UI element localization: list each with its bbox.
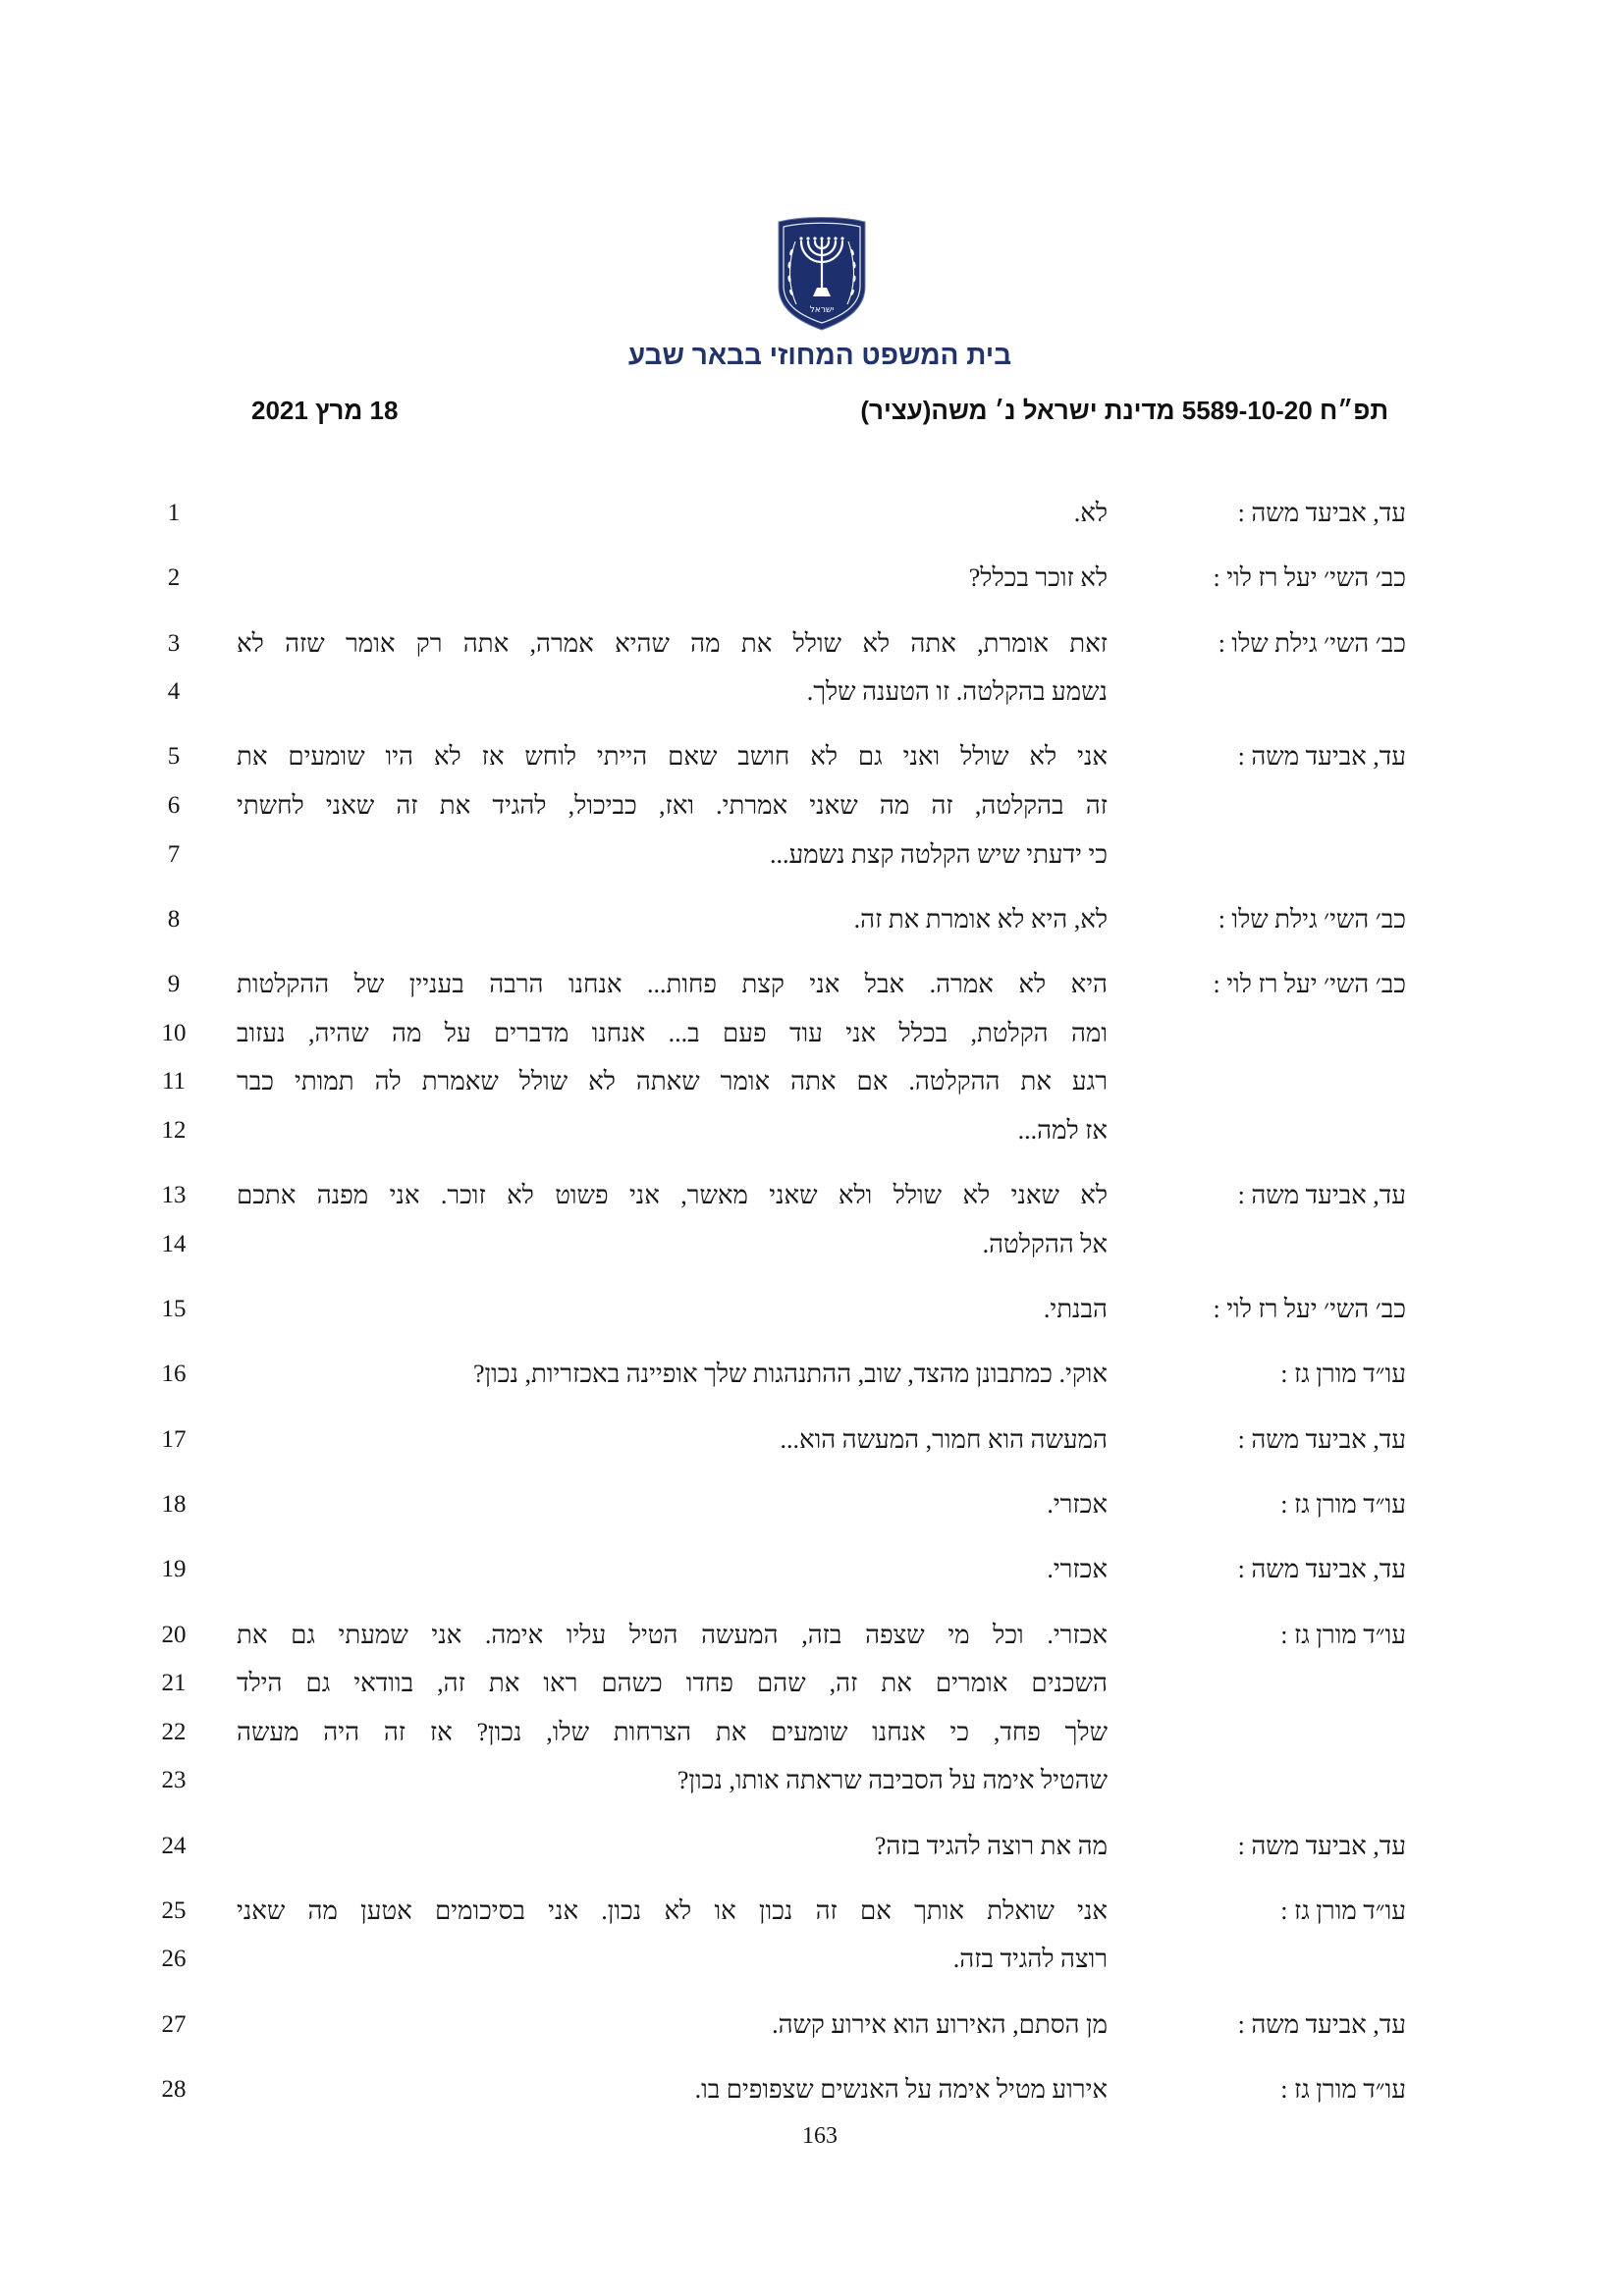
line-number: 22 [161, 1718, 187, 1745]
transcript-entry [0, 554, 1624, 603]
state-emblem-icon [773, 214, 871, 332]
line-number: 27 [161, 2010, 187, 2038]
utterance-text: אני שואלת אותך אם זה נכון או לא נכון. אני בסיכומים אטען מה שאני [237, 1896, 1108, 1925]
utterance-text: מה את רוצה להגיד בזה? [874, 1831, 1108, 1860]
speaker-label: כב׳ השי׳ יעל רז לוי : [1213, 563, 1406, 593]
utterance-text: לא. [1073, 499, 1108, 527]
utterance-text: זאת אומרת, אתה לא שולל את מה שהיא אמרה, אתה רק אומר שזה לא [237, 628, 1108, 658]
hearing-date: 18 מרץ 2021 [251, 396, 399, 425]
transcript-entry [0, 2001, 1624, 2050]
line-number: 21 [161, 1670, 187, 1697]
transcript-line [0, 1106, 1624, 1155]
speaker-label: עו״ד מורן גז : [1280, 1620, 1406, 1649]
line-number: 13 [161, 1182, 187, 1209]
transcript-line [0, 830, 1624, 880]
utterance-text: זה בהקלטה, זה מה שאני אמרתי. ואז, כביכול, להגיד את זה שאני לחשתי [237, 791, 1108, 821]
speaker-label: עד, אביעד משה : [1237, 1181, 1406, 1210]
utterance-text: רוצה להגיד בזה. [952, 1945, 1108, 1974]
transcript-entry [0, 1285, 1624, 1334]
speaker-label: כב׳ השי׳ גילת שלו : [1218, 628, 1406, 658]
transcript-line [0, 1756, 1624, 1805]
line-number: 11 [161, 1068, 187, 1095]
transcript-line [0, 1009, 1624, 1058]
utterance-text: אכזרי. וכל מי שצפה בזה, המעשה הטיל עליו אימה. אני שמעתי גם את [237, 1620, 1108, 1649]
line-number: 16 [161, 1361, 187, 1388]
line-number: 5 [167, 743, 181, 771]
utterance-text: כי ידעתי שיש הקלטה קצת נשמע... [770, 839, 1108, 869]
utterance-text: שהטיל אימה על הסביבה שראתה אותו, נכון? [677, 1766, 1108, 1795]
transcript-entry [0, 489, 1624, 538]
transcript-entry [0, 1171, 1624, 1268]
speaker-label: כב׳ השי׳ יעל רז לוי : [1213, 970, 1406, 999]
transcript-entry [0, 960, 1624, 1154]
transcript-line [0, 1057, 1624, 1106]
speaker-label: עד, אביעד משה : [1237, 1831, 1406, 1860]
transcript-entry [0, 732, 1624, 879]
utterance-text: שלך פחד, כי אנחנו שומעים את הצרחות שלו, נכון? אז זה היה מעשה [237, 1717, 1108, 1746]
line-number: 24 [161, 1832, 187, 1859]
court-name: בית המשפט המחוזי בבאר שבע [627, 340, 1012, 370]
transcript-line [0, 667, 1624, 717]
line-number: 17 [161, 1425, 187, 1453]
utterance-text: נשמע בהקלטה. זו הטענה שלך. [806, 677, 1108, 707]
line-number: 14 [161, 1230, 187, 1257]
line-number: 3 [167, 629, 181, 657]
transcript-entry [0, 1887, 1624, 1984]
speaker-label: עו״ד מורן גז : [1280, 2075, 1406, 2105]
line-number: 9 [167, 971, 181, 998]
utterance-text: היא לא אמרה. אבל אני קצת פחות... אנחנו הרבה בעניין של ההקלטות [237, 970, 1108, 999]
utterance-text: אני לא שולל ואני גם לא חושב שאם הייתי לוחש אז לא היו שומעים את [237, 742, 1108, 772]
transcript-line [0, 781, 1624, 830]
line-number: 8 [167, 905, 181, 933]
speaker-label: כב׳ השי׳ גילת שלו : [1218, 904, 1406, 934]
transcript-entry [0, 1545, 1624, 1594]
speaker-label: עד, אביעד משה : [1237, 742, 1406, 772]
transcript-body [0, 489, 1624, 2130]
line-number: 4 [167, 678, 181, 706]
transcript-entry [0, 1611, 1624, 1805]
transcript-entry [0, 1822, 1624, 1871]
speaker-label: עו״ד מורן גז : [1280, 1489, 1406, 1519]
line-number: 2 [167, 564, 181, 592]
utterance-text: אז למה... [1017, 1115, 1108, 1145]
speaker-label: כב׳ השי׳ יעל רז לוי : [1213, 1295, 1406, 1324]
line-number: 20 [161, 1621, 187, 1648]
speaker-label: עו״ד מורן גז : [1280, 1896, 1406, 1925]
utterance-text: לא, היא לא אומרת את זה. [853, 904, 1108, 934]
utterance-text: אוקי. כמתבונן מהצד, שוב, ההתנהגות שלך אופיינה באכזריות, נכון? [472, 1360, 1108, 1389]
utterance-text: לא שאני לא שולל ולא שאני מאשר, אני פשוט לא זוכר. אני מפנה אתכם [237, 1181, 1108, 1210]
case-title: תפ״ח 5589-10-20 מדינת ישראל נ׳ משה(עציר) [860, 396, 1388, 425]
speaker-label: עד, אביעד משה : [1237, 499, 1406, 527]
line-number: 18 [161, 1490, 187, 1518]
line-number: 12 [161, 1116, 187, 1144]
transcript-line [0, 1708, 1624, 1757]
utterance-text: לא זוכר בכלל? [968, 563, 1108, 593]
utterance-text: אכזרי. [1047, 1489, 1108, 1519]
utterance-text: אירוע מטיל אימה על האנשים שצפופים בו. [694, 2075, 1108, 2105]
line-number: 23 [161, 1767, 187, 1794]
transcript-entry [0, 2065, 1624, 2114]
speaker-label: עו״ד מורן גז : [1280, 1360, 1406, 1389]
utterance-text: השכנים אומרים את זה, שהם פחדו כשהם ראו את זה, בוודאי גם הילד [237, 1669, 1108, 1698]
utterance-text: אל ההקלטה. [982, 1229, 1108, 1258]
line-number: 25 [161, 1896, 187, 1924]
utterance-text: אכזרי. [1047, 1555, 1108, 1584]
speaker-label: עד, אביעד משה : [1237, 1424, 1406, 1454]
transcript-entry [0, 1480, 1624, 1529]
transcript-entry [0, 619, 1624, 717]
utterance-text: מן הסתם, האירוע הוא אירוע קשה. [772, 2009, 1108, 2039]
line-number: 28 [161, 2076, 187, 2104]
line-number: 6 [167, 792, 181, 820]
line-number: 15 [161, 1296, 187, 1323]
utterance-text: רגע את ההקלטה. אם אתה אומר שאתה לא שולל שאמרת לה תמותי כבר [237, 1067, 1108, 1096]
line-number: 7 [167, 840, 181, 868]
page-number: 163 [802, 2123, 838, 2149]
speaker-label: עד, אביעד משה : [1237, 1555, 1406, 1584]
transcript-line [0, 1220, 1624, 1269]
utterance-text: המעשה הוא חמור, המעשה הוא... [780, 1424, 1108, 1454]
emblem-lettering: ישראל [809, 305, 835, 315]
line-number: 19 [161, 1556, 187, 1583]
speaker-label: עד, אביעד משה : [1237, 2009, 1406, 2039]
utterance-text: ומה הקלטת, בכלל אני עוד פעם ב... אנחנו מדברים על מה שהיה, נעזוב [237, 1018, 1108, 1047]
transcript-entry [0, 895, 1624, 944]
line-number: 10 [161, 1019, 187, 1046]
transcript-entry [0, 1350, 1624, 1399]
line-number: 1 [167, 500, 181, 526]
transcript-line [0, 1935, 1624, 1984]
transcript-entry [0, 1415, 1624, 1465]
line-number: 26 [161, 1946, 187, 1973]
utterance-text: הבנתי. [1043, 1295, 1108, 1324]
transcript-line [0, 1659, 1624, 1708]
